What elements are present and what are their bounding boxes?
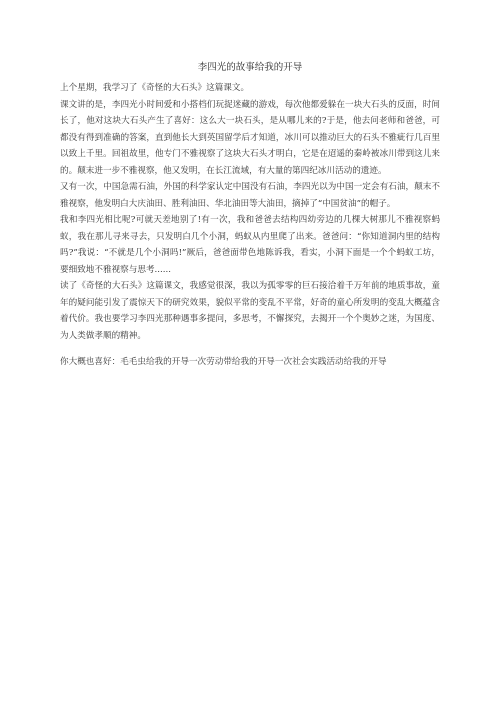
document-title: 李四光的故事给我的开导 <box>197 62 303 73</box>
related-link-caterpillar[interactable]: 毛毛虫给我的开导 <box>120 357 189 367</box>
document-body <box>60 80 440 371</box>
paragraph-intro: 上个星期，我学习了《奇怪的大石头》这篇课文。 <box>60 83 250 93</box>
document-page <box>60 0 440 708</box>
paragraph-reflection: 读了《奇怪的大石头》这篇课文，我感觉很深，我以为孤零零的巨石接洽着千万年前的地质事故，童年的疑问能引发了震惊天下的研究效果，貌似平常的变乱不平常，好奇的童心所发明的变乱大概蕴含着代价。我也要学习李四光那种遇事多提问，多思考，不懈探究，去揭开一个个奥妙之迷，为国度、为人类做孝顺的精神。 <box>60 281 440 341</box>
paragraph-ants: 我和李四光相比呢?可就天差地别了!有一次，我和爸爸去结构四幼旁边的几棵大树那儿不雅视察蚂蚁，我在那儿寻来寻去，只发明白几个小洞，蚂蚁从内里爬了出来。爸爸问：“你知道洞内里的结构吗?”我说：“不就是几个小洞吗!”厥后，爸爸面带色地陈诉我，看实，小洞下面是一个个蚂蚁工坊，要细致地不雅视察与思考...... <box>60 215 440 275</box>
related-link-social-practice[interactable]: 一次社会实践活动给我的开导 <box>274 357 387 367</box>
paragraph-story-oil: 又有一次，中国急需石油，外国的科学家认定中国没有石油，李四光以为中国一定会有石油，颠末不雅视察，他发明白大庆油田、胜利油田、华北油田等大油田，摘掉了“中国贫油”的帽子。 <box>60 182 440 209</box>
related-articles <box>60 354 440 371</box>
paragraph-gap <box>60 344 440 354</box>
paragraph-story-stone: 课文讲的是，李四光小时间爱和小搭档们玩捉迷藏的游戏，每次他都爱躲在一块大石头的反面，时间长了，他对这块大石头产生了喜好：这么大一块石头，是从哪儿来的?于是，他去问老师和爸爸，可都没有得到准确的答案，直到他长大到英国留学后才知道，冰川可以推动巨大的石头不雅疵行几百里以致上千里。回祖故里，他专门不雅视察了这块大石头才明白，它是在迢遥的秦岭被冰川带到这儿来的。颠末进一步不雅视察，他又发明，在长江流域，有大量的第四纪冰川活动的遗迹。 <box>60 99 440 176</box>
related-link-labor[interactable]: 一次劳动带给我的开导 <box>188 357 275 367</box>
related-prefix: 你大概也喜好： <box>60 357 121 367</box>
